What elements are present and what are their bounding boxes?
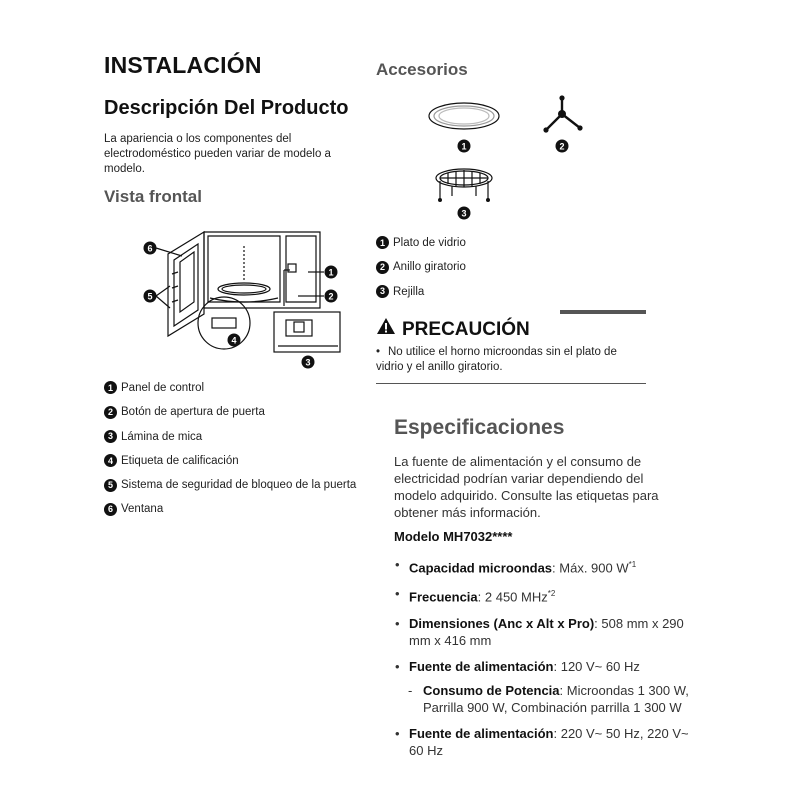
caution-text: • No utilice el horno microondas sin el plato de vidrio y el anillo giratorio. <box>376 346 617 373</box>
number-badge: 3 <box>376 285 389 298</box>
callout-6: 6 <box>147 243 153 254</box>
accessory-callout-2: 2 <box>559 141 565 152</box>
callout-2: 2 <box>328 291 334 302</box>
section-heading: INSTALACIÓN <box>104 52 262 78</box>
callout-3: 3 <box>305 357 311 368</box>
list-item: 5 Sistema de seguridad de bloqueo de la puerta <box>104 473 356 497</box>
product-description-title: Descripción Del Producto <box>104 97 349 119</box>
callout-1: 1 <box>328 267 334 278</box>
list-item: 1 Plato de vidrio <box>376 231 466 255</box>
intro-paragraph: La apariencia o los componentes del electrodoméstico pueden variar de modelo a modelo. <box>104 133 331 175</box>
accessories-list <box>376 231 466 304</box>
number-badge: 5 <box>104 479 117 492</box>
specifications-title: Especificaciones <box>394 416 565 439</box>
specifications-list <box>394 556 694 768</box>
caution-accent-bar <box>560 310 646 314</box>
number-badge: 3 <box>104 430 117 443</box>
list-item: 1 Panel de control <box>104 376 356 400</box>
accessory-callout-1: 1 <box>461 141 467 152</box>
caution-box <box>376 310 646 384</box>
specifications-intro: La fuente de alimentación y el consumo de electricidad podrían variar dependiendo del modelo adquirido. Consulte las etiquetas para obtener más información. <box>394 454 659 520</box>
number-badge: 1 <box>104 381 117 394</box>
spec-sub-item: - Consumo de Potencia: Microondas 1 300 W, Parrilla 900 W, Combinación parrilla 1 300 W <box>408 682 689 715</box>
model-number: Modelo MH7032**** <box>394 529 513 544</box>
warning-icon <box>376 317 396 335</box>
number-badge: 2 <box>376 261 389 274</box>
list-item: 3 Lámina de mica <box>104 425 356 449</box>
parts-list <box>104 376 356 522</box>
callout-4: 4 <box>231 335 237 346</box>
divider <box>376 383 646 384</box>
number-badge: 2 <box>104 406 117 419</box>
list-item: 2 Anillo giratorio <box>376 255 466 279</box>
front-view-title: Vista frontal <box>104 187 202 206</box>
callout-5: 5 <box>147 291 153 302</box>
number-badge: 4 <box>104 454 117 467</box>
spec-item: • Fuente de alimentación: 220 V~ 50 Hz, 220 V~ 60 Hz <box>395 725 689 758</box>
spec-item: • Frecuencia: 2 450 MHz$^{*2}$ <box>395 586 556 605</box>
list-item: 3 Rejilla <box>376 280 466 304</box>
accessories-title: Accesorios <box>376 60 468 79</box>
spec-item: • Dimensiones (Anc x Alt x Pro): 508 mm x 290 mm x 416 mm <box>395 615 684 648</box>
list-item: 2 Botón de apertura de puerta <box>104 400 356 424</box>
accessory-callout-3: 3 <box>461 208 467 219</box>
number-badge: 6 <box>104 503 117 516</box>
accessories-illustration <box>420 92 600 222</box>
spec-item: • Capacidad microondas: Máx. 900 $W^{*1}$ <box>395 557 637 576</box>
list-item: 4 Etiqueta de calificación <box>104 449 356 473</box>
caution-title: PRECAUCIÓN <box>376 317 530 341</box>
list-item: 6 Ventana <box>104 497 356 521</box>
spec-item: • Fuente de alimentación: 120 V~ 60 Hz <box>395 658 640 674</box>
microwave-front-view-diagram <box>138 226 348 374</box>
number-badge: 1 <box>376 236 389 249</box>
